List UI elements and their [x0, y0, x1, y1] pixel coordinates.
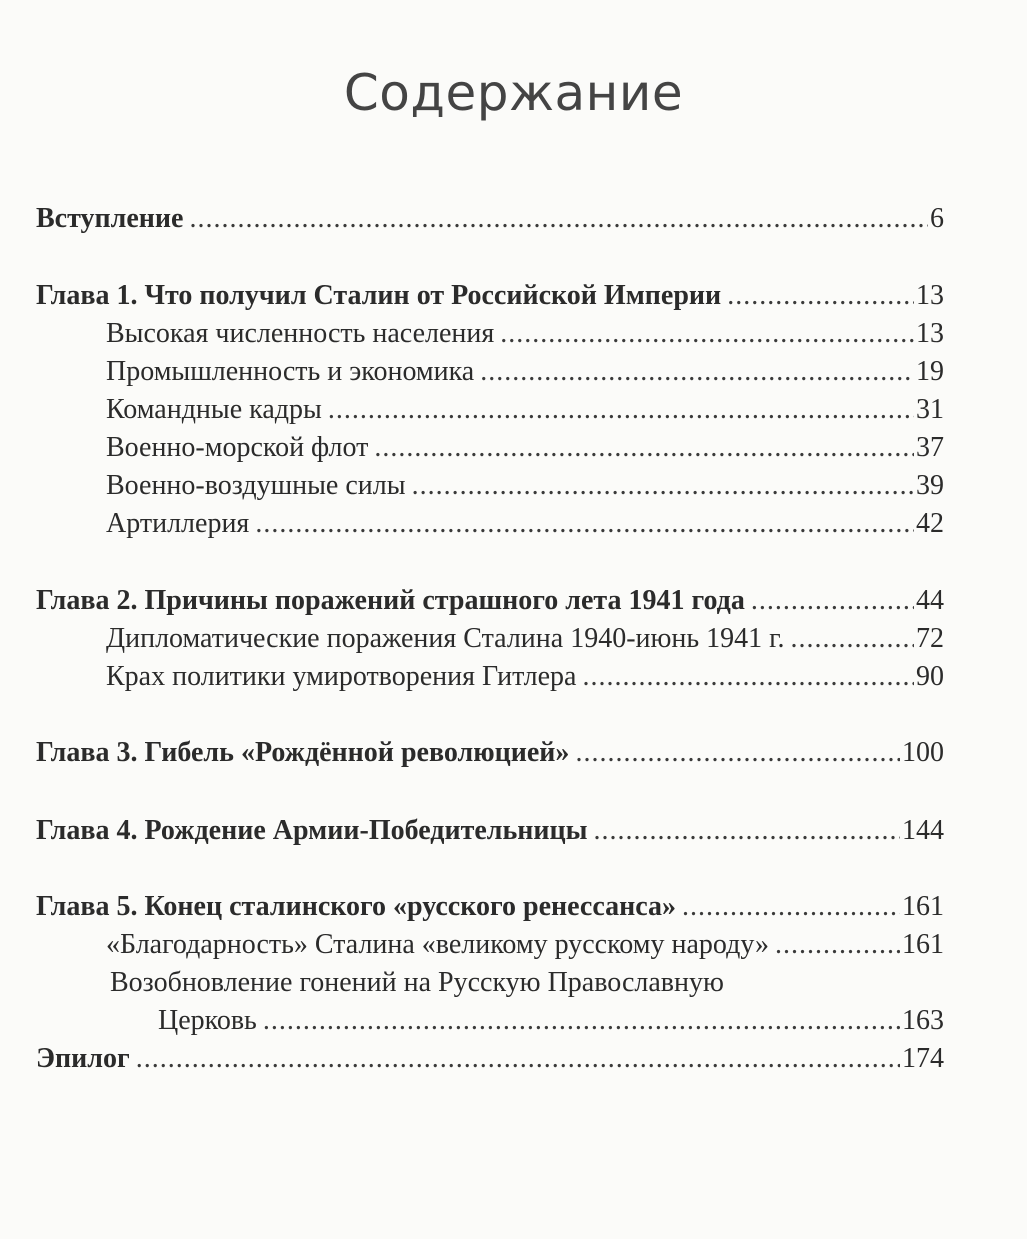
toc-entry-page: 37: [916, 432, 944, 463]
toc-entry-section[interactable]: [36, 394, 944, 430]
toc-entry-page: 161: [902, 891, 944, 922]
toc-entry-label: Глава 1. Что получил Сталин от Российской Империи: [36, 280, 722, 311]
toc-entry-label: Глава 5. Конец сталинского «русского ренессанса»: [36, 891, 677, 922]
toc-entry-section[interactable]: [36, 432, 944, 468]
page-title: Содержание: [343, 64, 684, 122]
toc-entry-label: Церковь: [158, 1005, 257, 1036]
dot-leader: [136, 1043, 900, 1075]
toc-entry-section[interactable]: [36, 929, 944, 965]
toc-entry-page: 39: [916, 470, 944, 501]
dot-leader: [374, 432, 914, 464]
toc-entry-section[interactable]: [36, 508, 944, 544]
dot-leader: [263, 1005, 900, 1037]
toc-entry-label: Высокая численность населения: [106, 318, 495, 349]
toc-entry-chapter-4[interactable]: [36, 815, 944, 851]
toc-entry-page: 13: [916, 318, 944, 349]
toc-entry-label-line-1[interactable]: Возобновление гонений на Русскую Православную: [110, 967, 724, 998]
toc-entry-label: Крах политики умиротворения Гитлера: [106, 661, 577, 692]
dot-leader: [328, 394, 914, 426]
dot-leader: [727, 280, 914, 312]
dot-leader: [751, 585, 914, 617]
toc-entry-label: Эпилог: [36, 1043, 130, 1074]
toc-entry-page: 72: [916, 623, 944, 654]
toc-entry-label: Промышленность и экономика: [106, 356, 475, 387]
dot-leader: [682, 891, 900, 923]
toc-entry-label: Артиллерия: [106, 508, 250, 539]
dot-leader: [582, 661, 914, 693]
toc-entry-label: Глава 2. Причины поражений страшного лета 1941 года: [36, 585, 745, 616]
toc-entry-label: Глава 4. Рождение Армии-Победительницы: [36, 815, 588, 846]
toc-entry-label: Вступление: [36, 203, 184, 234]
dot-leader: [480, 356, 914, 388]
toc-entry-page: 163: [902, 1005, 944, 1036]
toc-entry-label: Дипломатические поражения Сталина 1940-июнь 1941 г.: [106, 623, 785, 654]
toc-entry-section[interactable]: [36, 356, 944, 392]
toc-entry-label: Военно-воздушные силы: [106, 470, 406, 501]
toc-entry-page: 31: [916, 394, 944, 425]
toc-entry-label: «Благодарность» Сталина «великому русскому народу»: [106, 929, 770, 960]
toc-entry-page: 90: [916, 661, 944, 692]
toc-entry-chapter-2[interactable]: [36, 585, 944, 621]
dot-leader: [775, 929, 900, 961]
toc-entry-page: 174: [902, 1043, 944, 1074]
dot-leader: [594, 815, 900, 847]
toc-entry-chapter-1[interactable]: [36, 280, 944, 316]
dot-leader: [412, 470, 914, 502]
toc-entry-section[interactable]: [36, 318, 944, 354]
toc-entry-section[interactable]: [36, 1005, 944, 1041]
dot-leader: [575, 737, 900, 769]
dot-leader: [500, 318, 914, 350]
dot-leader: [189, 203, 928, 235]
toc-entry-page: 19: [916, 356, 944, 387]
toc-entry-page: 161: [902, 929, 944, 960]
toc-entry-page: 44: [916, 585, 944, 616]
dot-leader: [791, 623, 914, 655]
toc-entry-page: 100: [902, 737, 944, 768]
toc-entry-page: 42: [916, 508, 944, 539]
toc-entry-label: Командные кадры: [106, 394, 322, 425]
toc-entry-page: 13: [916, 280, 944, 311]
toc-entry-epilogue[interactable]: [36, 1043, 944, 1079]
toc-entry-section[interactable]: [36, 470, 944, 506]
dot-leader: [255, 508, 914, 540]
toc-entry-section[interactable]: [36, 623, 944, 659]
toc-entry-section[interactable]: [36, 661, 944, 697]
toc-entry-label: Военно-морской флот: [106, 432, 369, 463]
toc-entry-intro[interactable]: [36, 203, 944, 239]
toc-entry-chapter-5[interactable]: [36, 891, 944, 927]
toc-entry-page: 6: [930, 203, 944, 234]
toc-entry-page: 144: [902, 815, 944, 846]
toc-entry-chapter-3[interactable]: [36, 737, 944, 773]
toc-entry-label: Глава 3. Гибель «Рождённой революцией»: [36, 737, 570, 768]
